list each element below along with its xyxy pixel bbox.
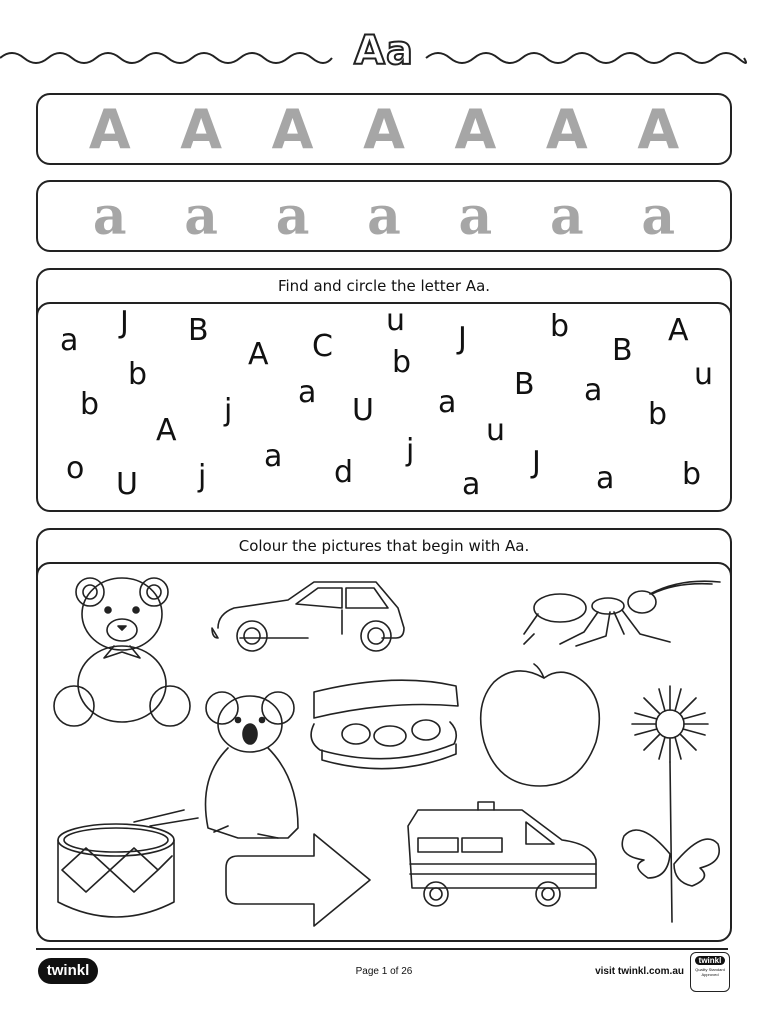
sandwich-picture[interactable]	[311, 680, 458, 768]
search-letter[interactable]: a	[596, 461, 615, 496]
uppercase-trace-row	[36, 93, 732, 165]
trace-letter: A	[637, 97, 680, 161]
search-letter[interactable]: j	[198, 459, 207, 494]
trace-letter: a	[458, 185, 493, 247]
search-letter[interactable]: a	[298, 375, 317, 410]
search-letter[interactable]: b	[128, 357, 148, 392]
trace-letter: a	[92, 185, 127, 247]
teddy-bear-picture[interactable]	[54, 578, 190, 726]
trace-letter: a	[641, 185, 676, 247]
quality-badge: twinkl Quality Standard Approved	[690, 952, 730, 992]
car-picture[interactable]	[212, 582, 404, 651]
search-letter[interactable]: j	[406, 433, 415, 468]
trace-letter: A	[363, 97, 405, 161]
ambulance-picture[interactable]	[408, 802, 596, 906]
website-link[interactable]: visit twinkl.com.au	[595, 966, 684, 977]
search-letter[interactable]: b	[80, 387, 100, 422]
search-letter[interactable]: a	[462, 467, 481, 502]
footer-divider	[36, 948, 728, 950]
trace-letter: A	[271, 97, 314, 161]
search-letter[interactable]: C	[312, 329, 333, 364]
page-title: Aa	[354, 28, 414, 74]
search-letter[interactable]: b	[392, 345, 412, 380]
trace-letter: A	[180, 97, 223, 161]
find-instruction: Find and circle the letter Aa.	[277, 277, 491, 295]
trace-letter: A	[88, 97, 131, 161]
apple-picture[interactable]	[481, 664, 600, 786]
trace-letter: a	[184, 185, 218, 247]
twinkl-logo[interactable]: twinkl	[38, 958, 98, 984]
trace-letter: A	[545, 97, 588, 161]
colour-pictures-box	[36, 562, 732, 942]
colour-instruction: Colour the pictures that begin with Aa.	[238, 537, 530, 555]
search-letter[interactable]: a	[584, 373, 603, 408]
search-letter[interactable]: J	[120, 305, 129, 340]
drum-picture[interactable]	[58, 810, 198, 917]
search-letter[interactable]: U	[116, 467, 138, 502]
search-letter[interactable]: u	[694, 357, 714, 392]
search-letter[interactable]: B	[514, 367, 535, 402]
search-letter[interactable]: a	[438, 385, 457, 420]
search-letter[interactable]: u	[386, 303, 406, 338]
search-letter[interactable]: A	[156, 413, 177, 448]
search-letter[interactable]: j	[224, 393, 233, 428]
search-letter[interactable]: a	[60, 323, 79, 358]
search-letter[interactable]: d	[334, 455, 354, 490]
search-letter[interactable]: o	[66, 451, 85, 486]
search-letter[interactable]: b	[550, 309, 570, 344]
ant-picture[interactable]	[524, 581, 720, 646]
search-letter[interactable]: b	[648, 397, 668, 432]
search-letter[interactable]: U	[352, 393, 374, 428]
search-letter[interactable]: B	[188, 313, 209, 348]
arrow-picture[interactable]	[226, 834, 370, 926]
search-letter[interactable]: A	[248, 337, 269, 372]
letter-search-box	[36, 302, 732, 512]
flower-picture[interactable]	[622, 686, 719, 922]
search-letter[interactable]: b	[682, 457, 702, 492]
search-letter[interactable]: u	[486, 413, 506, 448]
search-letter[interactable]: A	[668, 313, 689, 348]
search-letter[interactable]: J	[458, 321, 467, 356]
lowercase-trace-row	[36, 180, 732, 252]
trace-letter: a	[367, 185, 401, 247]
search-letter[interactable]: J	[532, 445, 541, 480]
page-number: Page 1 of 26	[355, 966, 413, 977]
trace-letter: a	[275, 185, 310, 247]
koala-picture[interactable]	[206, 692, 299, 838]
search-letter[interactable]: a	[264, 439, 283, 474]
trace-letter: A	[454, 97, 497, 161]
trace-letter: a	[549, 185, 584, 247]
search-letter[interactable]: B	[612, 333, 633, 368]
